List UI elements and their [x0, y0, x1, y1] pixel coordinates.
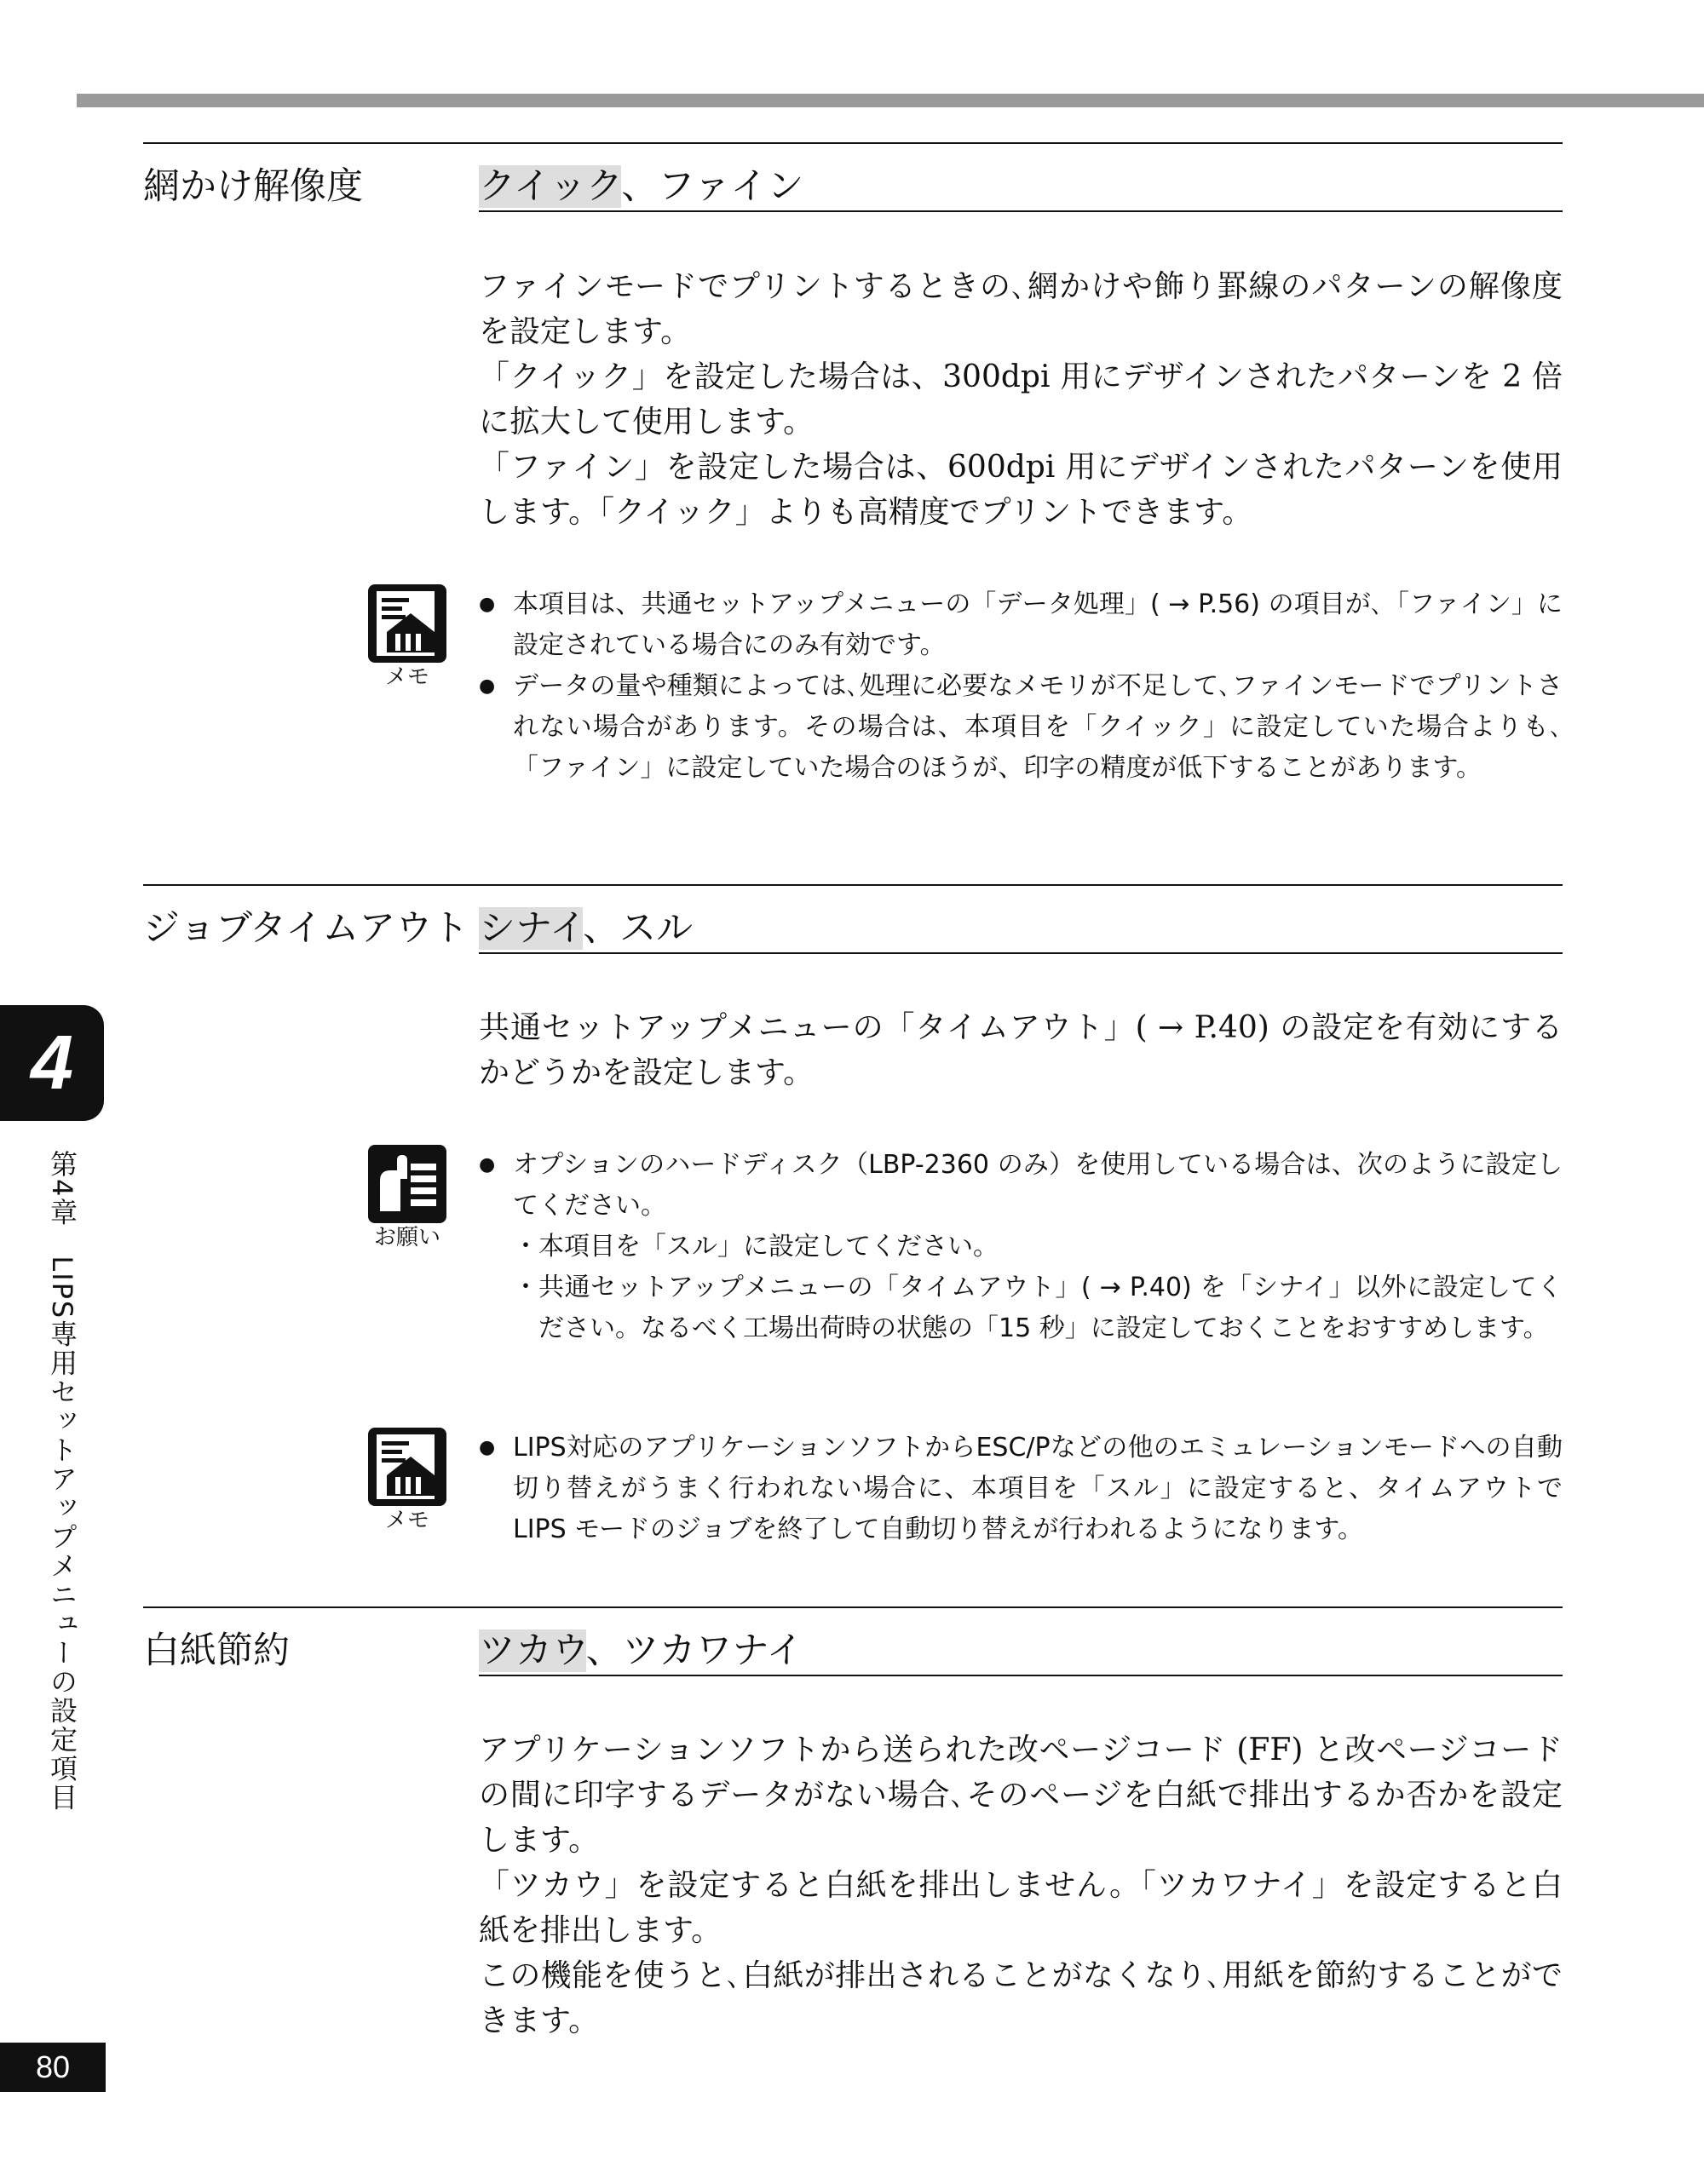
other-options: 、ツカワナイ [585, 1629, 803, 1672]
list-item: ● データの量や種類によっては､処理に必要なメモリが不足して､ファインモードでプリントされない場合があります。その場合は、本項目を「クイック」に設定していた場合よりも､「ファイン」に設定していた場合のほうが、印字の精度が低下することがあります。 [479, 666, 1563, 789]
option-values [479, 158, 803, 210]
section-rule [143, 142, 1563, 144]
default-option: シナイ [479, 907, 584, 950]
section-title: ジョブタイムアウト [143, 907, 469, 950]
note-list [479, 1145, 1563, 1349]
memo-label: メモ [384, 1508, 429, 1533]
option-values [479, 1622, 803, 1674]
option-rule [479, 952, 1563, 954]
paragraph: この機能を使うと､白紙が排出されることがなくなり､用紙を節約することができます。 [479, 1958, 1563, 2038]
memo-label: メモ [384, 664, 429, 690]
paragraph: 共通セットアップメニューの「タイムアウト」( → P.40) の設定を有効にするかどうかを設定します。 [479, 1010, 1563, 1090]
section-title: 白紙節約 [143, 1629, 290, 1672]
section-rule [143, 884, 1563, 886]
note-list [479, 584, 1563, 789]
section-description [479, 264, 1563, 535]
default-option: クイック [479, 165, 622, 208]
list-item: ● 本項目は、共通セットアップメニューの「データ処理」( → P.56) の項目が､「ファイン」に設定されている場合にのみ有効です。 [479, 584, 1563, 666]
chapter-tab [0, 1005, 104, 1121]
header-rule [77, 94, 1704, 107]
note-list [479, 1428, 1563, 1550]
other-options: 、ファイン [621, 165, 804, 208]
option-values [479, 899, 693, 951]
request-label: お願い [373, 1225, 440, 1250]
list-item [479, 1145, 1563, 1349]
other-options: 、スル [583, 907, 694, 950]
default-option: ツカウ [479, 1629, 586, 1672]
option-rule [479, 1675, 1563, 1676]
memo-icon [368, 1428, 446, 1533]
paragraph: 「クイック」を設定した場合は、300dpi 用にデザインされたパターンを 2 倍に拡大して使用します。 [479, 359, 1563, 440]
list-item-text: オプションのハードディスク（LBP-2360 のみ）を使用している場合は、次のように設定してください。 [513, 1150, 1563, 1221]
list-item: ● LIPS対応のアプリケーションソフトからESC/Pなどの他のエミュレーションモードへの自動切り替えがうまく行われない場合に、本項目を「スル」に設定すると、タイムアウトで LIPS モードのジョブを終了して自動切り替えが行われるようになります。 [479, 1428, 1563, 1550]
paragraph: 「ツカウ」を設定すると白紙を排出しません。「ツカワナイ」を設定すると白紙を排出します。 [479, 1868, 1563, 1948]
page-number: 80 [0, 2043, 106, 2092]
sub-list-item: ・ 共通セットアップメニューの「タイムアウト」( → P.40) を「シナイ」以外に設定してください。なるべく工場出荷時の状態の「15 秒」に設定しておくことをおすすめします。 [513, 1267, 1563, 1349]
section-description [479, 1005, 1563, 1095]
request-icon [368, 1145, 446, 1250]
section-rule [143, 1606, 1563, 1608]
paragraph: ファインモードでプリントするときの､網かけや飾り罫線のパターンの解像度を設定します。 [479, 269, 1563, 349]
memo-icon [368, 584, 446, 690]
paragraph: 「ファイン」を設定した場合は、600dpi 用にデザインされたパターンを使用します。「クイック」よりも高精度でプリントできます。 [479, 450, 1563, 530]
option-rule [479, 210, 1563, 212]
section-title: 網かけ解像度 [143, 165, 363, 208]
section-description [479, 1727, 1563, 2043]
paragraph: アプリケーションソフトから送られた改ページコード (FF) と改ページコードの間に印字するデータがない場合､そのページを白紙で排出するか否かを設定します。 [479, 1733, 1563, 1858]
sub-list [513, 1227, 1563, 1349]
chapter-number: 4 [30, 1020, 74, 1106]
sub-list-item: ・ 本項目を「スル」に設定してください。 [513, 1227, 1563, 1267]
chapter-title: 第4章 LIPS専用セットアップメニューの設定項目 [46, 1150, 78, 1813]
